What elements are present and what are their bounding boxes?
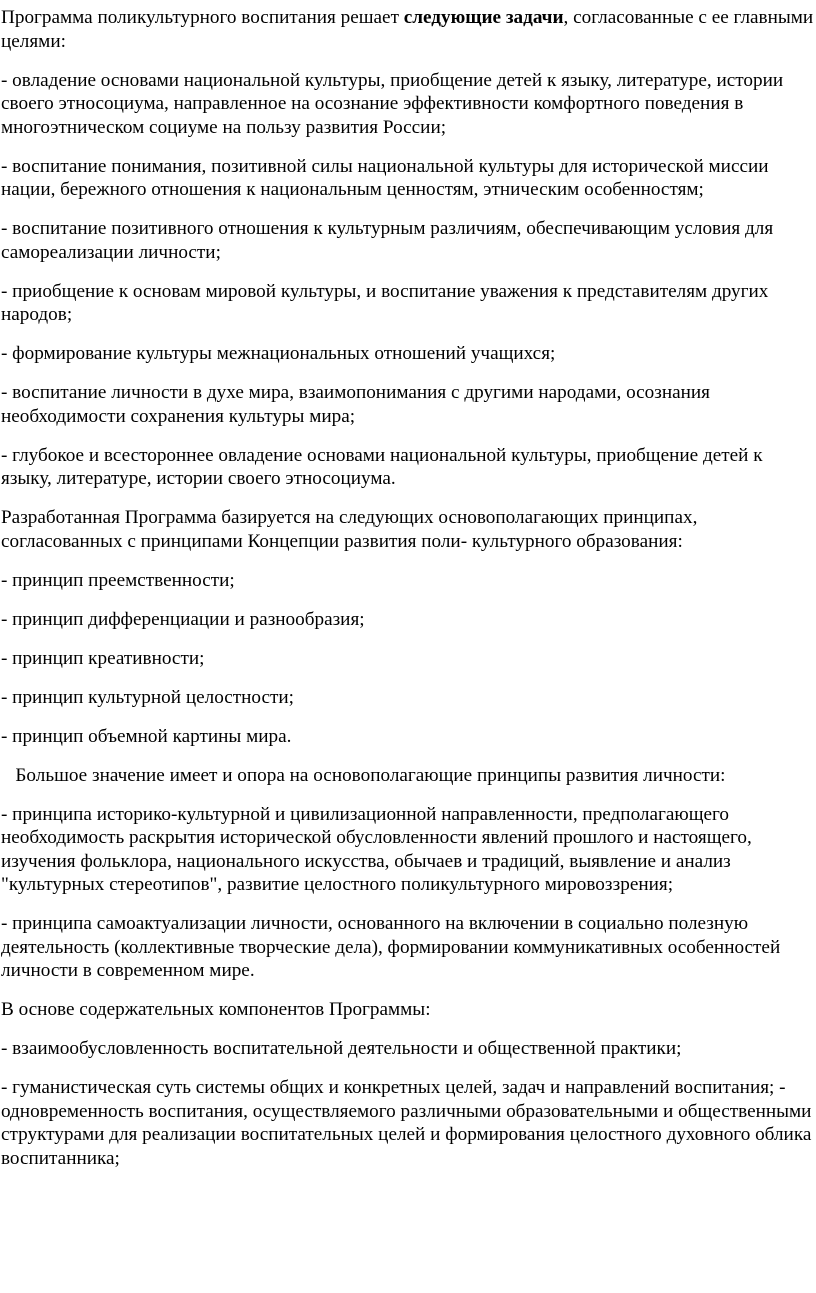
- principle-item: - принцип дифференциации и разнообразия;: [1, 608, 365, 630]
- principle-item: - принцип объемной картины мира.: [1, 725, 292, 747]
- component-item: - гуманистическая суть системы общих и конкретных целей, задач и направлений воспитания; - одновременность воспитания, осуществляемого различными образовательными и общественными структурами для реализации воспитательных целей и формирования целостного духовного облика воспитанника;: [1, 1077, 812, 1169]
- principle-item: - принцип культурной целостности;: [1, 686, 295, 708]
- development-intro: Большое значение имеет и опора на основополагающие принципы развития личности:: [1, 764, 726, 786]
- task-item: - воспитание понимания, позитивной силы национальной культуры для исторической миссии нации, бережного отношения к национальным ценностям, этническим особенностям;: [1, 155, 769, 200]
- principle-item: - принцип креативности;: [1, 647, 205, 669]
- task-item: - воспитание личности в духе мира, взаимопонимания с другими народами, осознания необходимости сохранения культуры мира;: [1, 382, 710, 427]
- principle-item: - принцип преемственности;: [1, 569, 235, 591]
- task-item: - формирование культуры межнациональных отношений учащихся;: [1, 343, 556, 364]
- intro-paragraph: [1, 6, 816, 53]
- components-intro: В основе содержательных компонентов Программы:: [1, 999, 431, 1020]
- task-item: - глубокое и всестороннее овладение основами национальной культуры, приобщение детей к языку, литературе, истории своего этносоциума.: [1, 444, 763, 489]
- task-item: - приобщение к основам мировой культуры, и воспитание уважения к представителям других народов;: [1, 280, 769, 325]
- component-item: - взаимообусловленность воспитательной деятельности и общественной практики;: [1, 1038, 682, 1059]
- intro-text-before: Программа поликультурного воспитания решает: [1, 7, 404, 28]
- principles-intro: Разработанная Программа базируется на следующих основополагающих принципах, согласованных с принципами Концепции развития поли- культурного образования:: [1, 507, 698, 552]
- intro-text-after: , согласованные с ее главными целями:: [1, 7, 814, 52]
- development-principle-item: - принципа самоактуализации личности, основанного на включении в социально полезную деятельность (коллективные творческие дела), формировании коммуникативных особенностей личности в современном мире.: [1, 913, 781, 981]
- development-principle-item: - принципа историко-культурной и цивилизационной направленности, предполагающего необходимость раскрытия исторической обусловленности явлений прошлого и настоящего, изучения фольклора, национального искусства, обычаев и традиций, выявление и анализ "культурных стереотипов", развитие целостного поликультурного мировоззрения;: [1, 803, 752, 895]
- task-item: - воспитание позитивного отношения к культурным различиям, обеспечивающим условия для самореализации личности;: [1, 218, 774, 263]
- intro-bold-phrase: следующие задачи: [403, 7, 564, 28]
- task-item: - овладение основами национальной культуры, приобщение детей к языку, литературе, истории своего этносоциума, направленное на осознание эффективности комфортного поведения в многоэтническом социуме на пользу развития России;: [1, 69, 784, 138]
